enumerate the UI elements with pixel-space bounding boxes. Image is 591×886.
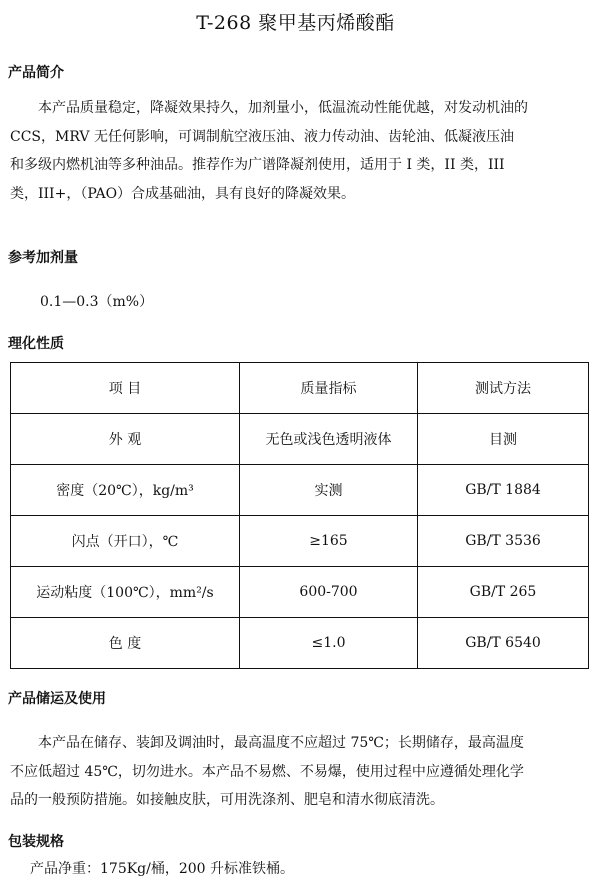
table-cell: ≤1.0 — [240, 618, 418, 669]
properties-heading: 理化性质 — [8, 336, 64, 352]
column-header: 项 目 — [11, 363, 240, 414]
table-cell: 600-700 — [240, 567, 418, 618]
storage-line: 不应低超过 45℃，切勿进水。本产品不易燃、不易爆，使用过程中应遵循处理化学 — [10, 763, 524, 780]
table-cell: GB/T 6540 — [418, 618, 589, 669]
table-header-row — [11, 363, 589, 414]
packaging-text — [30, 858, 585, 880]
storage-line: 本产品在储存、装卸及调油时，最高温度不应超过 75℃；长期储存，最高温度 — [38, 735, 524, 751]
dosage-heading: 参考加剂量 — [8, 250, 78, 266]
table-cell: GB/T 1884 — [418, 465, 589, 516]
intro-paragraph — [10, 94, 585, 208]
table-cell: 目测 — [418, 414, 589, 465]
intro-line: 和多级内燃机油等多种油品。推荐作为广谱降凝剂使用，适用于 I 类，II 类，III — [10, 157, 505, 173]
intro-line: CCS，MRV 无任何影响，可调制航空液压油、液力传动油、齿轮油、低凝液压油 — [10, 128, 514, 145]
table-cell: GB/T 265 — [418, 567, 589, 618]
properties-table — [10, 362, 589, 669]
table-cell: 色 度 — [11, 618, 240, 669]
table-cell: 密度（20℃），kg/m³ — [11, 465, 240, 516]
document-title: T-268 聚甲基丙烯酸酯 — [196, 12, 395, 34]
table-cell: 外 观 — [11, 414, 240, 465]
table-row — [11, 516, 589, 567]
dosage-value: 0.1—0.3（m%） — [40, 294, 154, 310]
column-header: 测试方法 — [418, 363, 589, 414]
column-header: 质量指标 — [240, 363, 418, 414]
table-row — [11, 567, 589, 618]
storage-line: 品的一般预防措施。如接触皮肤，可用洗涤剂、肥皂和清水彻底清洗。 — [10, 792, 444, 808]
intro-heading: 产品简介 — [8, 65, 64, 81]
storage-paragraph — [10, 729, 585, 815]
table-cell: 闪点（开口），℃ — [11, 516, 240, 567]
table-cell: ≥165 — [240, 516, 418, 567]
table-row — [11, 465, 589, 516]
storage-heading: 产品储运及使用 — [8, 691, 106, 707]
table-cell: 无色或浅色透明液体 — [240, 414, 418, 465]
table-row — [11, 618, 589, 669]
table-row — [11, 414, 589, 465]
table-cell: GB/T 3536 — [418, 516, 589, 567]
table-cell: 实测 — [240, 465, 418, 516]
packaging-line: 产品净重：175Kg/桶，200 升标准铁桶。 — [30, 861, 295, 877]
table-cell: 运动粘度（100℃），mm²/s — [11, 567, 240, 618]
intro-line: 本产品质量稳定，降凝效果持久，加剂量小，低温流动性能优越，对发动机油的 — [38, 100, 528, 116]
intro-line: 类，III+，（PAO）合成基础油，具有良好的降凝效果。 — [10, 185, 356, 202]
packaging-heading: 包装规格 — [8, 834, 64, 850]
